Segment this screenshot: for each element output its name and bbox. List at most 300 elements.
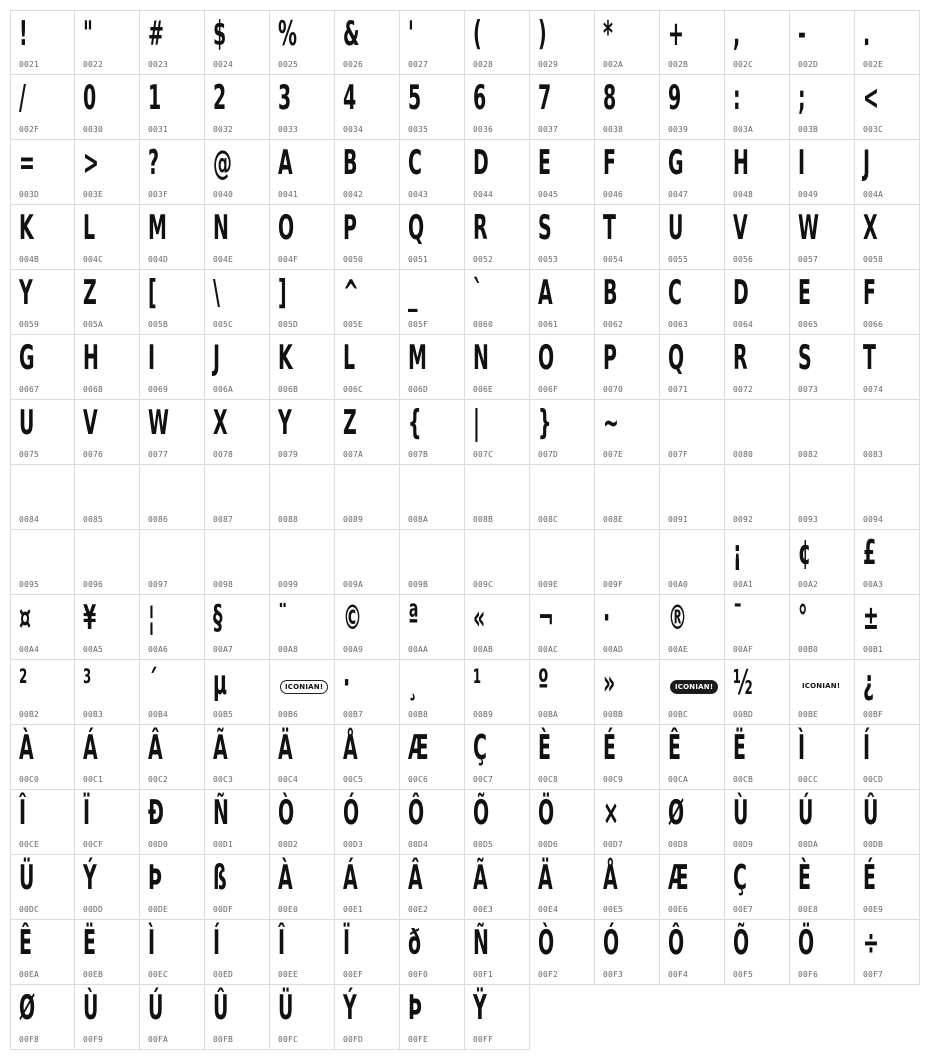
glyph-cell	[465, 790, 530, 855]
glyph-sample: ¤	[19, 598, 32, 638]
glyph-code-label: 00EB	[83, 970, 104, 979]
glyph-cell	[595, 10, 660, 75]
glyph-cell	[140, 725, 205, 790]
glyph-sample: ±	[863, 598, 879, 638]
glyph-code-label: 00E2	[408, 905, 429, 914]
glyph-code-label: 0076	[83, 450, 104, 459]
glyph-sample: S	[538, 208, 552, 248]
glyph-cell	[270, 335, 335, 400]
glyph-code-label: 00D7	[603, 840, 624, 849]
glyph-code-label: 008C	[538, 515, 559, 524]
glyph-code-label: 0095	[19, 580, 40, 589]
glyph-cell	[595, 335, 660, 400]
glyph-sample: Ú	[148, 988, 164, 1028]
glyph-code-label: 00D3	[343, 840, 364, 849]
glyph-cell	[465, 75, 530, 140]
glyph-sample: ¥	[83, 598, 97, 638]
glyph-code-label: 007C	[473, 450, 494, 459]
glyph-cell	[530, 530, 595, 595]
glyph-sample: Ô	[668, 923, 685, 963]
iconian-logo-glyph: ICONIAN!	[280, 680, 328, 694]
glyph-cell	[75, 595, 140, 660]
glyph-code-label: 002B	[668, 60, 689, 69]
glyph-sample: Z	[83, 273, 97, 313]
glyph-code-label: 002E	[863, 60, 884, 69]
glyph-cell	[530, 205, 595, 270]
glyph-cell	[790, 595, 855, 660]
glyph-cell	[595, 660, 660, 725]
glyph-sample: ¹	[473, 663, 482, 703]
glyph-cell	[465, 10, 530, 75]
glyph-code-label: 0092	[733, 515, 754, 524]
glyph-code-label: 0054	[603, 255, 624, 264]
glyph-code-label: 007B	[408, 450, 429, 459]
glyph-code-label: 0056	[733, 255, 754, 264]
glyph-code-label: 00E4	[538, 905, 559, 914]
glyph-sample: I	[798, 143, 806, 183]
glyph-code-label: 0083	[863, 450, 884, 459]
glyph-code-label: 00BA	[538, 710, 559, 719]
glyph-sample: )	[538, 14, 547, 54]
glyph-cell	[335, 725, 400, 790]
glyph-code-label: 0051	[408, 255, 429, 264]
glyph-code-label: 0084	[19, 515, 40, 524]
glyph-code-label: 00E7	[733, 905, 754, 914]
glyph-cell	[205, 335, 270, 400]
glyph-sample: º	[538, 663, 549, 703]
glyph-sample: È	[538, 728, 551, 768]
glyph-code-label: 006E	[473, 385, 494, 394]
glyph-sample: F	[603, 143, 616, 183]
glyph-code-label: 00D1	[213, 840, 234, 849]
glyph-sample: D	[473, 143, 489, 183]
glyph-code-label: 00DD	[83, 905, 104, 914]
glyph-cell	[530, 790, 595, 855]
glyph-code-label: 0089	[343, 515, 364, 524]
glyph-cell	[660, 920, 725, 985]
glyph-cell	[140, 400, 205, 465]
glyph-cell	[660, 270, 725, 335]
glyph-cell	[790, 75, 855, 140]
glyph-code-label: 0079	[278, 450, 299, 459]
glyph-code-label: 0035	[408, 125, 429, 134]
glyph-sample: :	[733, 78, 741, 118]
glyph-code-label: 0024	[213, 60, 234, 69]
glyph-cell	[465, 140, 530, 205]
glyph-cell	[400, 790, 465, 855]
glyph-cell	[465, 205, 530, 270]
glyph-code-label: 0038	[603, 125, 624, 134]
glyph-sample: ½	[733, 663, 753, 703]
glyph-cell	[530, 920, 595, 985]
glyph-cell	[595, 465, 660, 530]
glyph-code-label: 00F9	[83, 1035, 104, 1044]
glyph-cell	[660, 465, 725, 530]
glyph-cell	[205, 140, 270, 205]
glyph-cell	[855, 530, 920, 595]
glyph-cell	[205, 660, 270, 725]
glyph-sample: G	[19, 338, 35, 378]
glyph-cell	[400, 10, 465, 75]
glyph-code-label: 0042	[343, 190, 364, 199]
glyph-cell	[855, 10, 920, 75]
glyph-sample: Ç	[733, 858, 747, 898]
glyph-cell	[660, 595, 725, 660]
glyph-code-label: 0093	[798, 515, 819, 524]
glyph-cell	[790, 660, 855, 725]
glyph-cell	[465, 465, 530, 530]
glyph-sample: D	[733, 273, 749, 313]
glyph-cell	[725, 400, 790, 465]
glyph-code-label: 00D8	[668, 840, 689, 849]
glyph-sample: Î	[278, 923, 286, 963]
glyph-code-label: 00C8	[538, 775, 559, 784]
glyph-cell	[205, 985, 270, 1050]
glyph-cell	[270, 920, 335, 985]
glyph-sample: W	[798, 208, 819, 248]
glyph-cell	[595, 530, 660, 595]
glyph-code-label: 004D	[148, 255, 169, 264]
glyph-sample: Q	[408, 208, 425, 248]
glyph-cell	[335, 920, 400, 985]
glyph-cell	[400, 530, 465, 595]
glyph-cell	[530, 660, 595, 725]
glyph-cell	[660, 335, 725, 400]
glyph-code-label: 00B7	[343, 710, 364, 719]
glyph-cell	[725, 920, 790, 985]
glyph-code-label: 0098	[213, 580, 234, 589]
glyph-sample: A	[538, 273, 553, 313]
glyph-cell	[75, 985, 140, 1050]
glyph-cell	[400, 920, 465, 985]
glyph-code-label: 00F7	[863, 970, 884, 979]
glyph-code-label: 008E	[603, 515, 624, 524]
glyph-sample: Á	[343, 858, 358, 898]
glyph-cell	[595, 595, 660, 660]
glyph-code-label: 00DF	[213, 905, 234, 914]
glyph-cell	[465, 530, 530, 595]
glyph-sample: K	[19, 208, 34, 248]
glyph-code-label: 00BD	[733, 710, 754, 719]
glyph-code-label: 00BB	[603, 710, 624, 719]
glyph-sample: Ü	[19, 858, 35, 898]
glyph-code-label: 0086	[148, 515, 169, 524]
glyph-code-label: 00A1	[733, 580, 754, 589]
glyph-sample: -	[798, 14, 806, 54]
glyph-sample: ·	[343, 663, 351, 703]
glyph-code-label: 0053	[538, 255, 559, 264]
glyph-sample: Þ	[408, 988, 422, 1028]
glyph-code-label: 00CA	[668, 775, 689, 784]
glyph-sample: Í	[863, 728, 871, 768]
glyph-code-label: 00E8	[798, 905, 819, 914]
glyph-sample: ¬	[538, 598, 554, 638]
glyph-cell	[335, 985, 400, 1050]
glyph-sample: ^	[343, 273, 359, 313]
glyph-sample: Ñ	[473, 923, 489, 963]
glyph-cell	[855, 270, 920, 335]
glyph-cell	[400, 335, 465, 400]
glyph-cell	[530, 725, 595, 790]
glyph-cell	[725, 725, 790, 790]
glyph-cell	[660, 75, 725, 140]
glyph-cell	[335, 75, 400, 140]
glyph-code-label: 00C0	[19, 775, 40, 784]
glyph-sample: É	[863, 858, 876, 898]
glyph-code-label: 005F	[408, 320, 429, 329]
glyph-code-label: 0030	[83, 125, 104, 134]
glyph-sample: ·	[603, 598, 611, 638]
glyph-code-label: 00D6	[538, 840, 559, 849]
glyph-code-label: 00B2	[19, 710, 40, 719]
glyph-sample: @	[213, 143, 232, 183]
glyph-cell	[725, 530, 790, 595]
glyph-code-label: 00D2	[278, 840, 299, 849]
glyph-sample: ?	[148, 143, 160, 183]
glyph-sample: Ì	[148, 923, 156, 963]
glyph-code-label: 00CC	[798, 775, 819, 784]
glyph-cell	[465, 920, 530, 985]
glyph-code-label: 00AF	[733, 645, 754, 654]
glyph-cell	[660, 140, 725, 205]
glyph-cell	[790, 920, 855, 985]
glyph-sample: }	[538, 403, 552, 443]
glyph-sample: ¯	[733, 598, 743, 638]
glyph-code-label: 0059	[19, 320, 40, 329]
glyph-code-label: 00B0	[798, 645, 819, 654]
glyph-cell	[140, 270, 205, 335]
glyph-cell	[140, 205, 205, 270]
glyph-code-label: 0040	[213, 190, 234, 199]
glyph-sample: T	[863, 338, 876, 378]
glyph-code-label: 00DB	[863, 840, 884, 849]
glyph-sample: %	[278, 14, 298, 54]
glyph-code-label: 00AD	[603, 645, 624, 654]
glyph-code-label: 0061	[538, 320, 559, 329]
glyph-code-label: 008B	[473, 515, 494, 524]
glyph-code-label: 009E	[538, 580, 559, 589]
glyph-cell	[140, 465, 205, 530]
glyph-sample: Ý	[343, 988, 357, 1028]
glyph-cell	[10, 10, 75, 75]
glyph-sample: Ç	[473, 728, 487, 768]
glyph-sample: 0	[83, 78, 97, 118]
glyph-sample: ²	[19, 663, 28, 703]
glyph-code-label: 002D	[798, 60, 819, 69]
glyph-cell	[140, 920, 205, 985]
glyph-code-label: 005E	[343, 320, 364, 329]
glyph-cell	[10, 205, 75, 270]
glyph-cell	[205, 10, 270, 75]
glyph-sample: P	[343, 208, 357, 248]
glyph-sample: ¦	[148, 598, 155, 638]
glyph-code-label: 009F	[603, 580, 624, 589]
glyph-sample: Å	[603, 858, 618, 898]
glyph-sample: °	[798, 598, 808, 638]
glyph-code-label: 0033	[278, 125, 299, 134]
glyph-code-label: 0032	[213, 125, 234, 134]
glyph-code-label: 0091	[668, 515, 689, 524]
glyph-sample: L	[83, 208, 96, 248]
glyph-code-label: 00CD	[863, 775, 884, 784]
glyph-cell	[10, 595, 75, 660]
glyph-code-label: 0066	[863, 320, 884, 329]
glyph-sample: <	[863, 78, 879, 118]
glyph-code-label: 005C	[213, 320, 234, 329]
glyph-sample: M	[148, 208, 167, 248]
glyph-cell	[335, 530, 400, 595]
glyph-sample: 8	[603, 78, 617, 118]
glyph-cell	[75, 660, 140, 725]
glyph-code-label: 00CF	[83, 840, 104, 849]
glyph-cell	[10, 75, 75, 140]
glyph-cell	[725, 140, 790, 205]
glyph-code-label: 0064	[733, 320, 754, 329]
glyph-cell	[270, 140, 335, 205]
glyph-code-label: 0057	[798, 255, 819, 264]
glyph-cell	[270, 790, 335, 855]
glyph-sample: Õ	[473, 793, 490, 833]
glyph-cell	[530, 335, 595, 400]
glyph-cell	[270, 400, 335, 465]
glyph-sample: ¨	[278, 598, 288, 638]
glyph-code-label: 0075	[19, 450, 40, 459]
glyph-cell	[530, 270, 595, 335]
glyph-sample: ß	[213, 858, 227, 898]
glyph-cell	[465, 335, 530, 400]
glyph-sample: ,	[733, 14, 741, 54]
glyph-code-label: 00F2	[538, 970, 559, 979]
glyph-sample: Ú	[798, 793, 814, 833]
glyph-sample: Â	[408, 858, 423, 898]
glyph-sample: X	[863, 208, 878, 248]
glyph-sample: G	[668, 143, 684, 183]
glyph-code-label: 003F	[148, 190, 169, 199]
glyph-code-label: 00D0	[148, 840, 169, 849]
glyph-code-label: 00A3	[863, 580, 884, 589]
glyph-cell	[725, 270, 790, 335]
glyph-sample: Ö	[538, 793, 555, 833]
glyph-sample: !	[19, 14, 28, 54]
glyph-cell	[400, 985, 465, 1050]
glyph-cell	[335, 140, 400, 205]
glyph-cell	[855, 725, 920, 790]
glyph-code-label: 006F	[538, 385, 559, 394]
glyph-code-label: 00EF	[343, 970, 364, 979]
glyph-cell	[790, 530, 855, 595]
glyph-cell	[140, 790, 205, 855]
glyph-cell	[10, 660, 75, 725]
glyph-sample: L	[343, 338, 356, 378]
glyph-code-label: 00C1	[83, 775, 104, 784]
glyph-code-label: 00B5	[213, 710, 234, 719]
glyph-code-label: 00E0	[278, 905, 299, 914]
glyph-cell	[270, 465, 335, 530]
glyph-sample: O	[538, 338, 555, 378]
glyph-cell	[335, 335, 400, 400]
glyph-code-label: 00F5	[733, 970, 754, 979]
glyph-cell	[660, 530, 725, 595]
glyph-sample: Ã	[213, 728, 228, 768]
glyph-cell	[75, 335, 140, 400]
glyph-sample: N	[473, 338, 489, 378]
glyph-cell	[205, 205, 270, 270]
glyph-sample: U	[668, 208, 684, 248]
glyph-sample: P	[603, 338, 617, 378]
glyph-sample: X	[213, 403, 228, 443]
glyph-cell	[205, 920, 270, 985]
glyph-code-label: 00F6	[798, 970, 819, 979]
glyph-code-label: 00D5	[473, 840, 494, 849]
glyph-sample: ®	[668, 598, 687, 638]
glyph-cell	[790, 790, 855, 855]
glyph-cell	[75, 725, 140, 790]
glyph-code-label: 00B6	[278, 710, 299, 719]
glyph-code-label: 00B1	[863, 645, 884, 654]
glyph-code-label: 00F1	[473, 970, 494, 979]
glyph-cell	[530, 465, 595, 530]
glyph-cell	[790, 855, 855, 920]
glyph-cell	[335, 595, 400, 660]
glyph-sample: Ñ	[213, 793, 229, 833]
glyph-cell	[855, 920, 920, 985]
glyph-cell	[465, 660, 530, 725]
glyph-cell	[205, 270, 270, 335]
glyph-sample: _	[408, 273, 418, 313]
glyph-code-label: 00BF	[863, 710, 884, 719]
glyph-sample: ©	[343, 598, 362, 638]
glyph-cell	[855, 335, 920, 400]
glyph-sample: E	[538, 143, 551, 183]
glyph-sample: =	[19, 143, 35, 183]
glyph-code-label: 0068	[83, 385, 104, 394]
glyph-sample: 4	[343, 78, 357, 118]
glyph-code-label: 00E1	[343, 905, 364, 914]
glyph-code-label: 00F4	[668, 970, 689, 979]
glyph-cell	[595, 75, 660, 140]
glyph-code-label: 0097	[148, 580, 169, 589]
glyph-code-label: 00E6	[668, 905, 689, 914]
glyph-code-label: 00A6	[148, 645, 169, 654]
glyph-code-label: 0029	[538, 60, 559, 69]
glyph-sample: Y	[278, 403, 292, 443]
glyph-code-label: 0034	[343, 125, 364, 134]
glyph-code-label: 002A	[603, 60, 624, 69]
glyph-cell	[790, 270, 855, 335]
glyph-code-label: 00A5	[83, 645, 104, 654]
glyph-cell	[335, 790, 400, 855]
glyph-code-label: 00EA	[19, 970, 40, 979]
glyph-cell	[400, 660, 465, 725]
glyph-sample: Â	[148, 728, 163, 768]
glyph-code-label: 002C	[733, 60, 754, 69]
glyph-code-label: 00CE	[19, 840, 40, 849]
glyph-code-label: 00FF	[473, 1035, 494, 1044]
glyph-sample: «	[473, 598, 486, 638]
glyph-cell	[790, 465, 855, 530]
glyph-cell	[205, 855, 270, 920]
glyph-code-label: 0087	[213, 515, 234, 524]
glyph-code-label: 0080	[733, 450, 754, 459]
glyph-cell	[75, 400, 140, 465]
glyph-code-label: 00E9	[863, 905, 884, 914]
glyph-cell	[270, 270, 335, 335]
glyph-cell	[335, 10, 400, 75]
glyph-sample: V	[733, 208, 748, 248]
glyph-cell	[270, 75, 335, 140]
glyph-sample: &	[343, 14, 360, 54]
glyph-code-label: 003D	[19, 190, 40, 199]
